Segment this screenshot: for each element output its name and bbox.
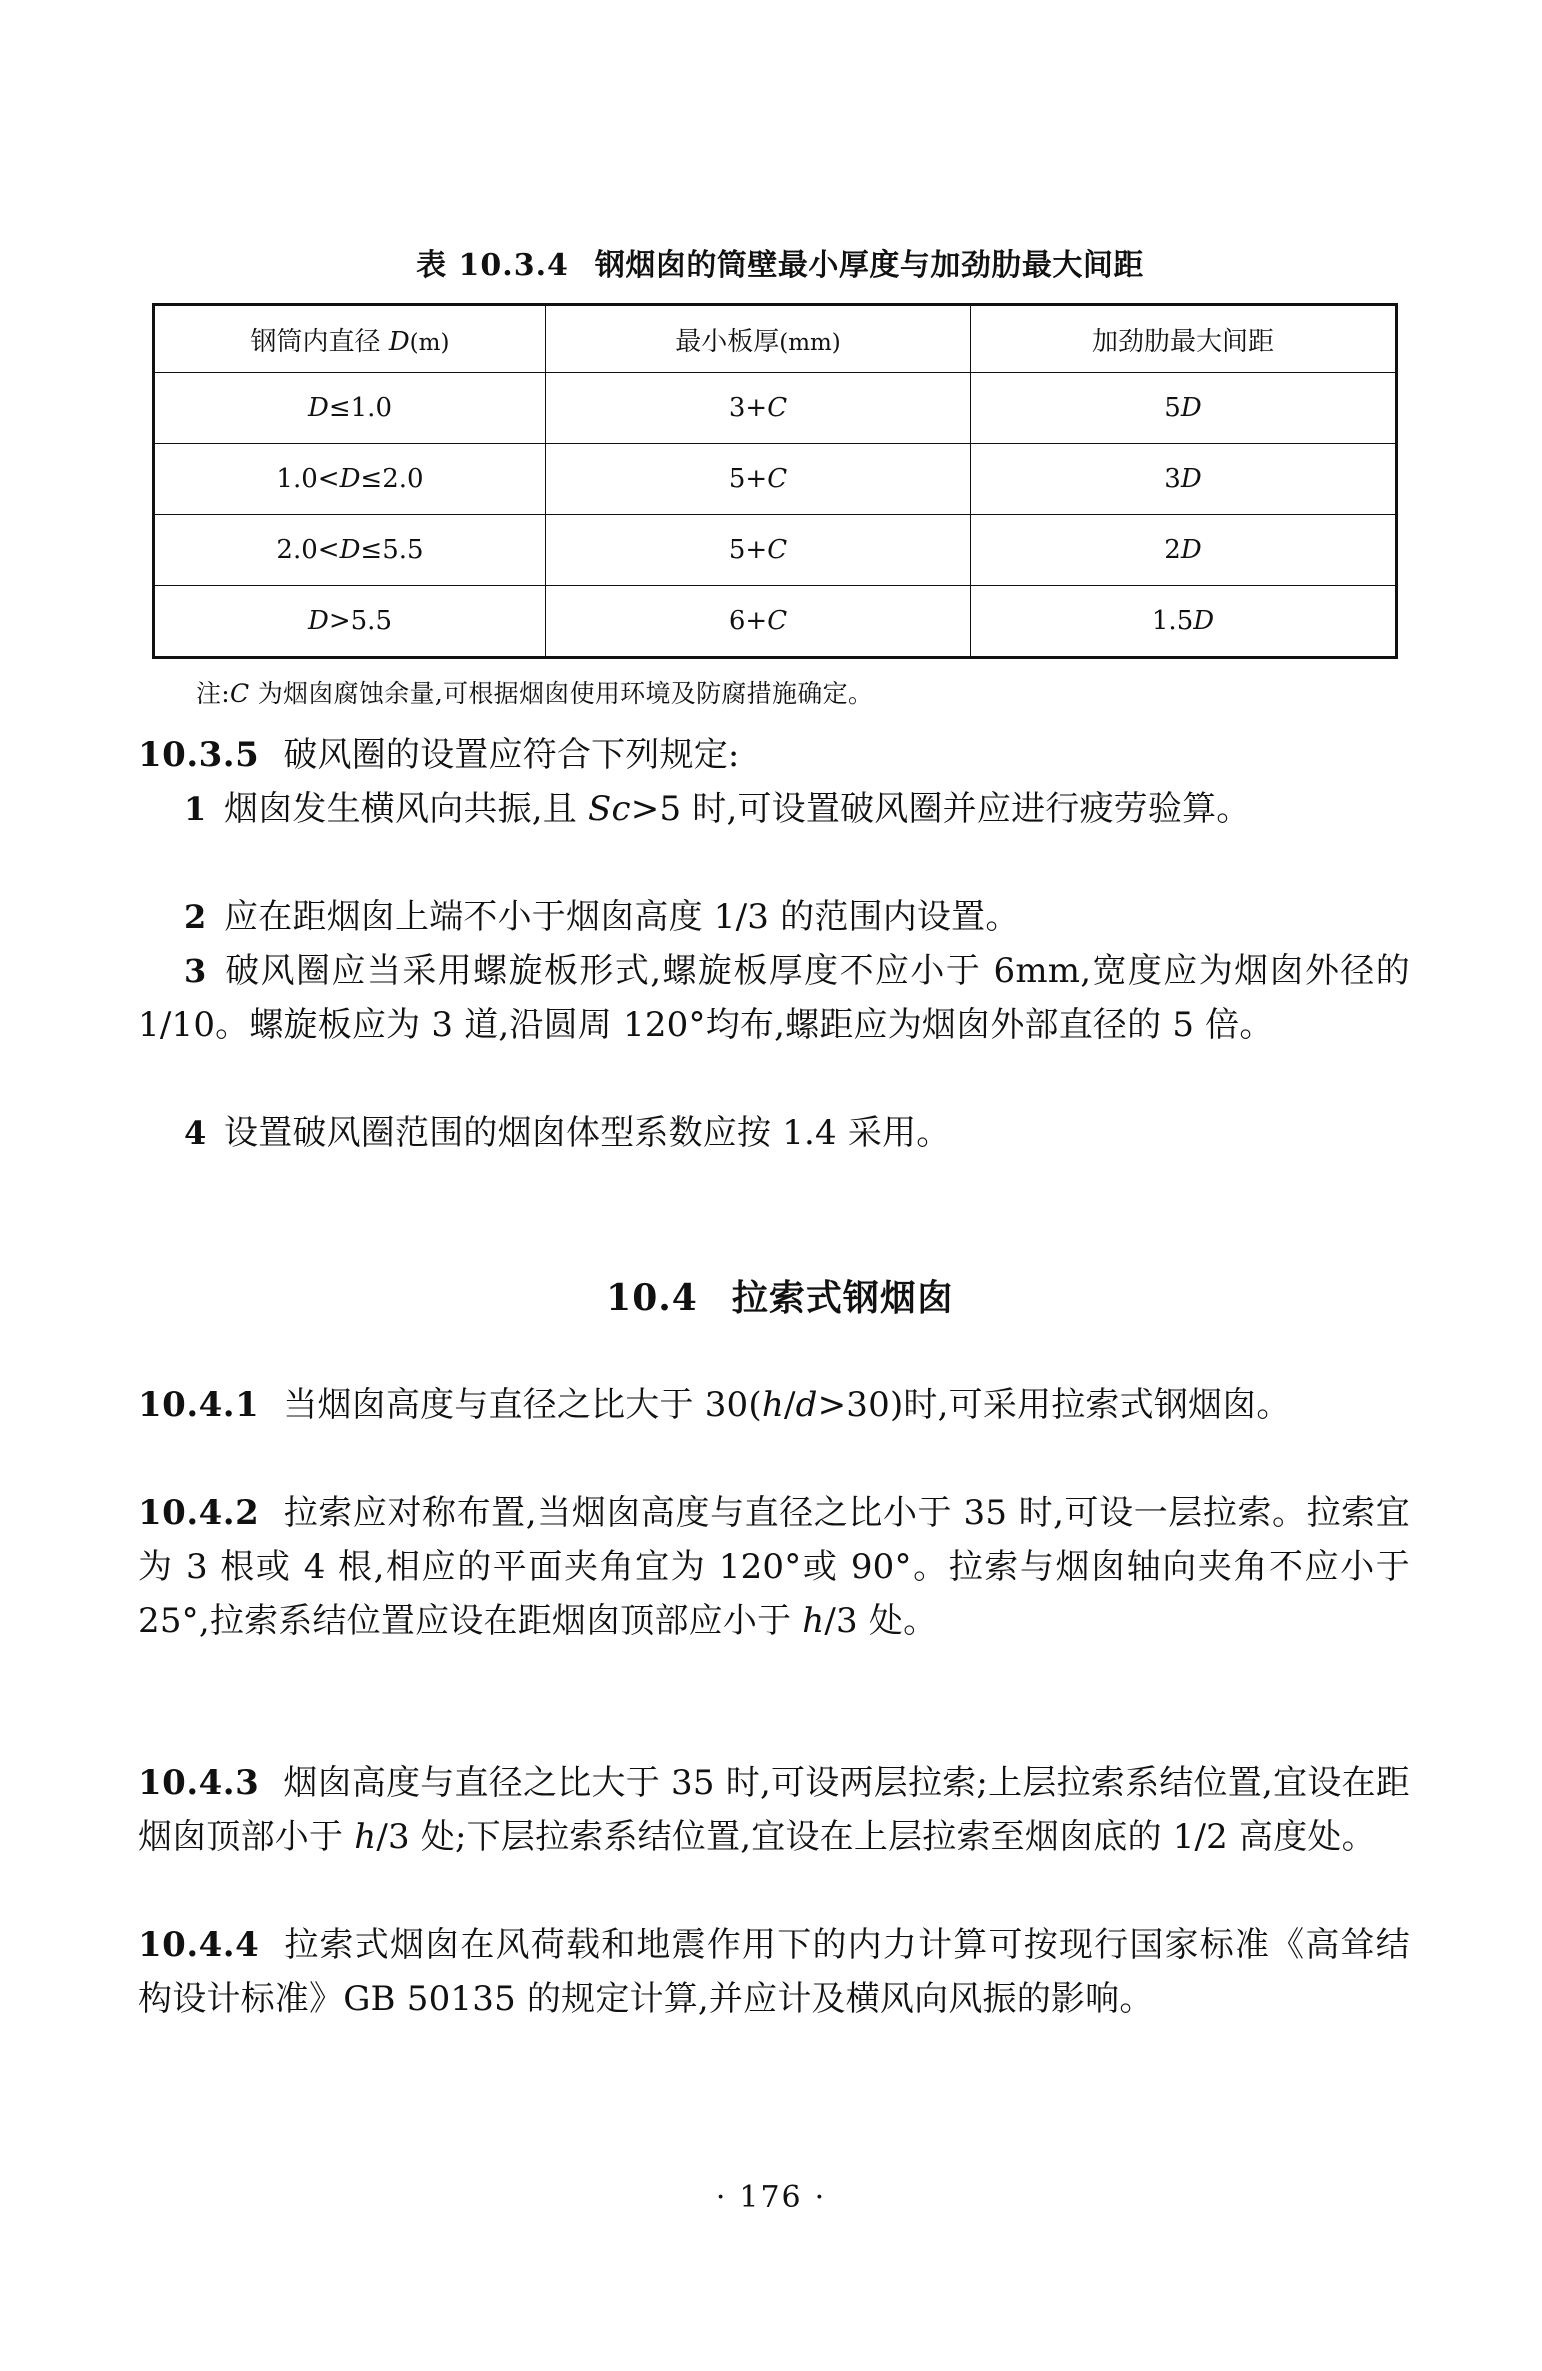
clause-10-3-5-item-2	[138, 890, 1410, 944]
column-header-min-thickness: 最小板厚(mm)	[546, 305, 971, 373]
item-label: 2	[184, 898, 207, 936]
table-body	[154, 373, 1397, 658]
item-text: 设置破风圈范围的烟囱体型系数应按 1.4 采用。	[224, 1113, 951, 1153]
item-label: 4	[184, 1114, 207, 1152]
cell-max-spacing: 2D	[971, 515, 1397, 586]
table-row	[154, 586, 1397, 658]
page-footer	[0, 2180, 1542, 2215]
clause-number: 10.4.2	[138, 1493, 260, 1533]
cell-max-spacing: 1.5D	[971, 586, 1397, 658]
clause-number: 10.4.4	[138, 1925, 260, 1965]
clause-10-3-5-item-3: 3 破风圈应当采用螺旋板形式,螺旋板厚度不应小于 6mm,宽度应为烟囱外径的 1/10。螺旋板应为 3 道,沿圆周 120°均布,螺距应为烟囱外部直径的 5 倍。	[138, 944, 1410, 1052]
page-number: 176	[739, 2180, 803, 2215]
cell-min-thickness: 5+C	[546, 444, 971, 515]
cell-min-thickness: 3+C	[546, 373, 971, 444]
clause-10-4-3: 10.4.3 烟囱高度与直径之比大于 35 时,可设两层拉索;上层拉索系结位置,宜设在距烟囱顶部小于 h/3 处;下层拉索系结位置,宜设在上层拉索至烟囱底的 1/2 高度处。	[138, 1763, 1410, 1857]
table-note: 注:C 为烟囱腐蚀余量,可根据烟囱使用环境及防腐措施确定。	[196, 679, 874, 708]
cell-min-thickness: 5+C	[546, 515, 971, 586]
item-text: 应在距烟囱上端不小于烟囱高度 1/3 的范围内设置。	[224, 897, 1020, 937]
clause-number: 10.4.3	[138, 1763, 260, 1803]
clause-number: 10.4.1	[138, 1385, 260, 1425]
clause-10-4-1: 10.4.1 当烟囱高度与直径之比大于 30(h/d>30)时,可采用拉索式钢烟囱。	[138, 1385, 1291, 1425]
clause-10-4-2: 10.4.2 拉索应对称布置,当烟囱高度与直径之比小于 35 时,可设一层拉索。拉索宜为 3 根或 4 根,相应的平面夹角宜为 120°或 90°。拉索与烟囱轴向夹角不应小于 25°,拉索系结位置应设在距烟囱顶部应小于 h/3 处。	[138, 1493, 1410, 1641]
item-label: 3	[184, 952, 207, 990]
cell-diameter: D≤1.0	[154, 373, 546, 444]
section-title: 拉索式钢烟囱	[731, 1277, 954, 1319]
item-label: 1	[184, 790, 207, 828]
table-row	[154, 373, 1397, 444]
table-row	[154, 444, 1397, 515]
table-caption-number: 表 10.3.4	[416, 248, 569, 283]
column-header-diameter: 钢筒内直径 D(m)	[154, 305, 546, 373]
footer-dot-left: ·	[715, 2180, 728, 2215]
clause-10-3-5-item-4	[138, 1106, 1410, 1160]
cell-max-spacing: 3D	[971, 444, 1397, 515]
section-number: 10.4	[606, 1277, 698, 1319]
cell-diameter: 1.0<D≤2.0	[154, 444, 546, 515]
cell-min-thickness: 6+C	[546, 586, 971, 658]
table-caption-title: 钢烟囱的筒壁最小厚度与加劲肋最大间距	[594, 248, 1144, 283]
cell-diameter: D>5.5	[154, 586, 546, 658]
clause-10-3-5	[138, 728, 1410, 782]
cell-diameter: 2.0<D≤5.5	[154, 515, 546, 586]
clause-number: 10.3.5	[138, 735, 260, 775]
section-heading-10-4	[150, 1270, 1410, 1321]
clause-title: 破风圈的设置应符合下列规定:	[283, 735, 740, 775]
clause-10-4-4: 10.4.4 拉索式烟囱在风荷载和地震作用下的内力计算可按现行国家标准《高耸结构设计标准》GB 50135 的规定计算,并应计及横风向风振的影响。	[138, 1925, 1410, 2019]
table-row	[154, 515, 1397, 586]
cell-max-spacing: 5D	[971, 373, 1397, 444]
clause-10-3-5-item-1: 1 烟囱发生横风向共振,且 Sc>5 时,可设置破风圈并应进行疲劳验算。	[138, 782, 1410, 836]
table-caption	[150, 248, 1410, 284]
footer-dot-right: ·	[814, 2180, 827, 2215]
table-header	[154, 305, 1397, 373]
steel-chimney-spec-table	[152, 303, 1398, 659]
table-header-row	[154, 305, 1397, 373]
column-header-max-spacing: 加劲肋最大间距	[971, 305, 1397, 373]
